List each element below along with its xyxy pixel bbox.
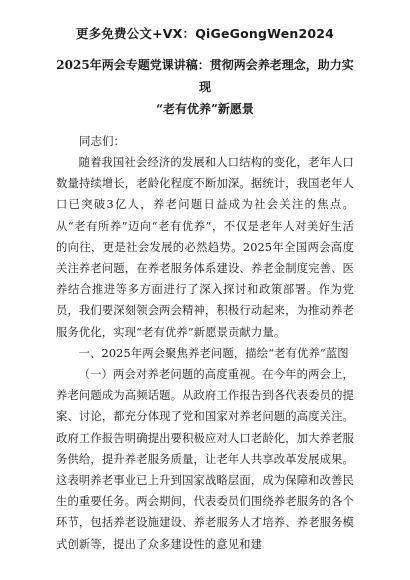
intro-paragraph: 随着我国社会经济的发展和人口结构的变化，老年人口数量持续增长，老龄化程度不断加深。据统计，我国老年人口已突破3亿人，养老问题日益成为社会关注的焦点。从“老有所养”迈向“老有优养”，不仅是老年人对美好生活的向往，更是社会发展的必然趋势。2025年全国两会高度关注养老问题，在养老服务体系建设、养老金制度完善、医养结合推进等多方面进行了深入探讨和政策部署。作为党员，我们要深刻领会两会精神，积极行动起来，为推动养老服务优化，实现“老有优养”新愿景贡献力量。	[56, 156, 354, 339]
section-heading: 一、2025年两会聚焦养老问题，描绘“老有优养”蓝图	[78, 346, 349, 360]
subsection-paragraph: （一）两会对养老问题的高度重视。在今年的两会上，养老问题成为高频话题。从政府工作报告到各代表委员的提案、讨论，都充分体现了党和国家对养老问题的高度关注。政府工作报告明确提出要积极应对人口老龄化，加大养老服务供给，提升养老服务质量，让老年人共享改革发展成果。这表明养老事业已上升到国家战略层面，成为保障和改善民生的重要任务。两会期间，代表委员们围绕养老服务的各个环节，包括养老设施建设、养老服务人才培养、养老服务模式创新等，提出了众多建设性的意见和建	[56, 368, 354, 551]
promo-banner: 更多免费公文+VX：QiGeGongWen2024	[75, 26, 335, 41]
document-title	[56, 54, 354, 120]
salutation: 同志们：	[79, 134, 125, 148]
document-title-line-1: 2025年两会专题党课讲稿：贯彻两会养老理念，助力实现	[56, 58, 354, 94]
document-title-line-2: “老有优养”新愿景	[156, 102, 254, 116]
